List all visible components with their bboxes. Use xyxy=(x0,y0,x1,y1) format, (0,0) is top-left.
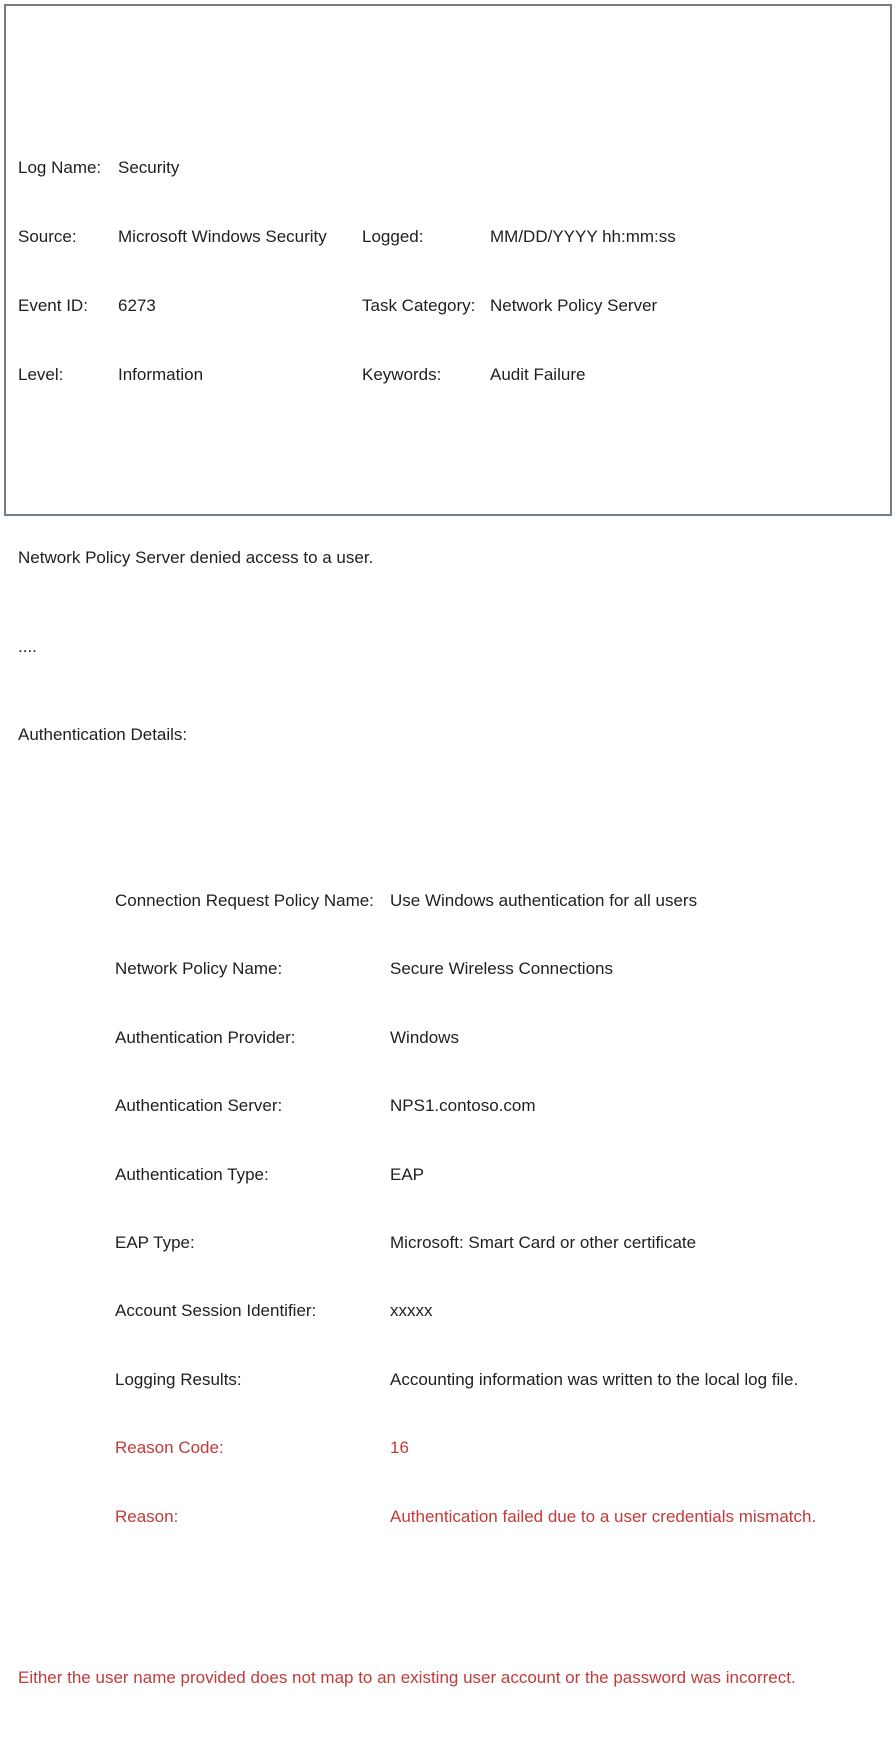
ellipsis-text: .... xyxy=(18,637,37,656)
field-value: xxxxx xyxy=(390,1301,433,1321)
event-header xyxy=(18,110,886,432)
field-value: NPS1.contoso.com xyxy=(390,1096,536,1116)
field-value: Microsoft: Smart Card or other certificate xyxy=(390,1233,697,1253)
header-row-level-keywords xyxy=(18,363,886,386)
reason-explanation-text: Either the user name provided does not map to an existing user account or the password was incorrect. xyxy=(18,1668,796,1688)
field-label: Authentication Type: xyxy=(115,1164,269,1184)
field-label: Logging Results: xyxy=(115,1369,242,1389)
detail-row-connection-request-policy xyxy=(18,890,886,912)
field-label: Reason: xyxy=(115,1506,179,1526)
detail-row-logging-results xyxy=(18,1369,886,1391)
authentication-details-list xyxy=(18,844,886,1574)
field-value: Microsoft Windows Security xyxy=(118,227,327,246)
field-label: Account Session Identifier: xyxy=(115,1301,317,1321)
header-row-source-logged xyxy=(18,225,886,248)
detail-row-reason xyxy=(18,1506,886,1528)
detail-row-eap-type xyxy=(18,1232,886,1254)
field-label: Reason Code: xyxy=(115,1438,224,1458)
field-value: EAP xyxy=(390,1164,425,1184)
authentication-details-heading: Authentication Details: xyxy=(18,725,188,744)
field-label xyxy=(362,156,490,179)
field-label: Authentication Provider: xyxy=(115,1027,296,1047)
header-row-eventid-taskcategory xyxy=(18,294,886,317)
field-label: Log Name: xyxy=(18,158,102,177)
detail-row-authentication-server xyxy=(18,1095,886,1117)
detail-row-account-session-identifier xyxy=(18,1300,886,1322)
field-label: Event ID: xyxy=(18,296,88,315)
field-value: MM/DD/YYYY hh:mm:ss xyxy=(490,227,676,246)
field-label: Level: xyxy=(18,365,64,384)
detail-row-authentication-provider xyxy=(18,1027,886,1049)
field-value: 6273 xyxy=(118,296,156,315)
field-value: 16 xyxy=(390,1438,409,1458)
field-value: Security xyxy=(118,158,180,177)
field-value: Information xyxy=(118,365,204,384)
field-value: Use Windows authentication for all users xyxy=(390,891,698,910)
field-value: Secure Wireless Connections xyxy=(390,959,613,979)
detail-row-network-policy-name xyxy=(18,958,886,980)
field-value: Audit Failure xyxy=(490,365,586,384)
field-label: Source: xyxy=(18,227,77,246)
field-label: Network Policy Name: xyxy=(115,959,283,979)
field-label: Task Category: xyxy=(362,296,476,315)
field-value xyxy=(490,156,886,179)
detail-row-reason-code xyxy=(18,1437,886,1459)
detail-row-authentication-type xyxy=(18,1164,886,1186)
field-label: Authentication Server: xyxy=(115,1096,283,1116)
field-label: Logged: xyxy=(362,227,424,246)
event-log-panel xyxy=(4,4,892,1688)
field-label: Connection Request Policy Name: xyxy=(115,891,374,910)
field-value: Authentication failed due to a user credentials mismatch. xyxy=(390,1506,817,1526)
header-row-log-name xyxy=(18,156,886,179)
field-value: Accounting information was written to the local log file. xyxy=(390,1369,799,1389)
event-log-content xyxy=(6,6,890,1758)
field-label: Keywords: xyxy=(362,365,442,384)
field-value: Network Policy Server xyxy=(490,296,658,315)
event-message: Network Policy Server denied access to a user. xyxy=(18,548,374,567)
field-label: EAP Type: xyxy=(115,1233,195,1253)
field-value: Windows xyxy=(390,1027,459,1047)
